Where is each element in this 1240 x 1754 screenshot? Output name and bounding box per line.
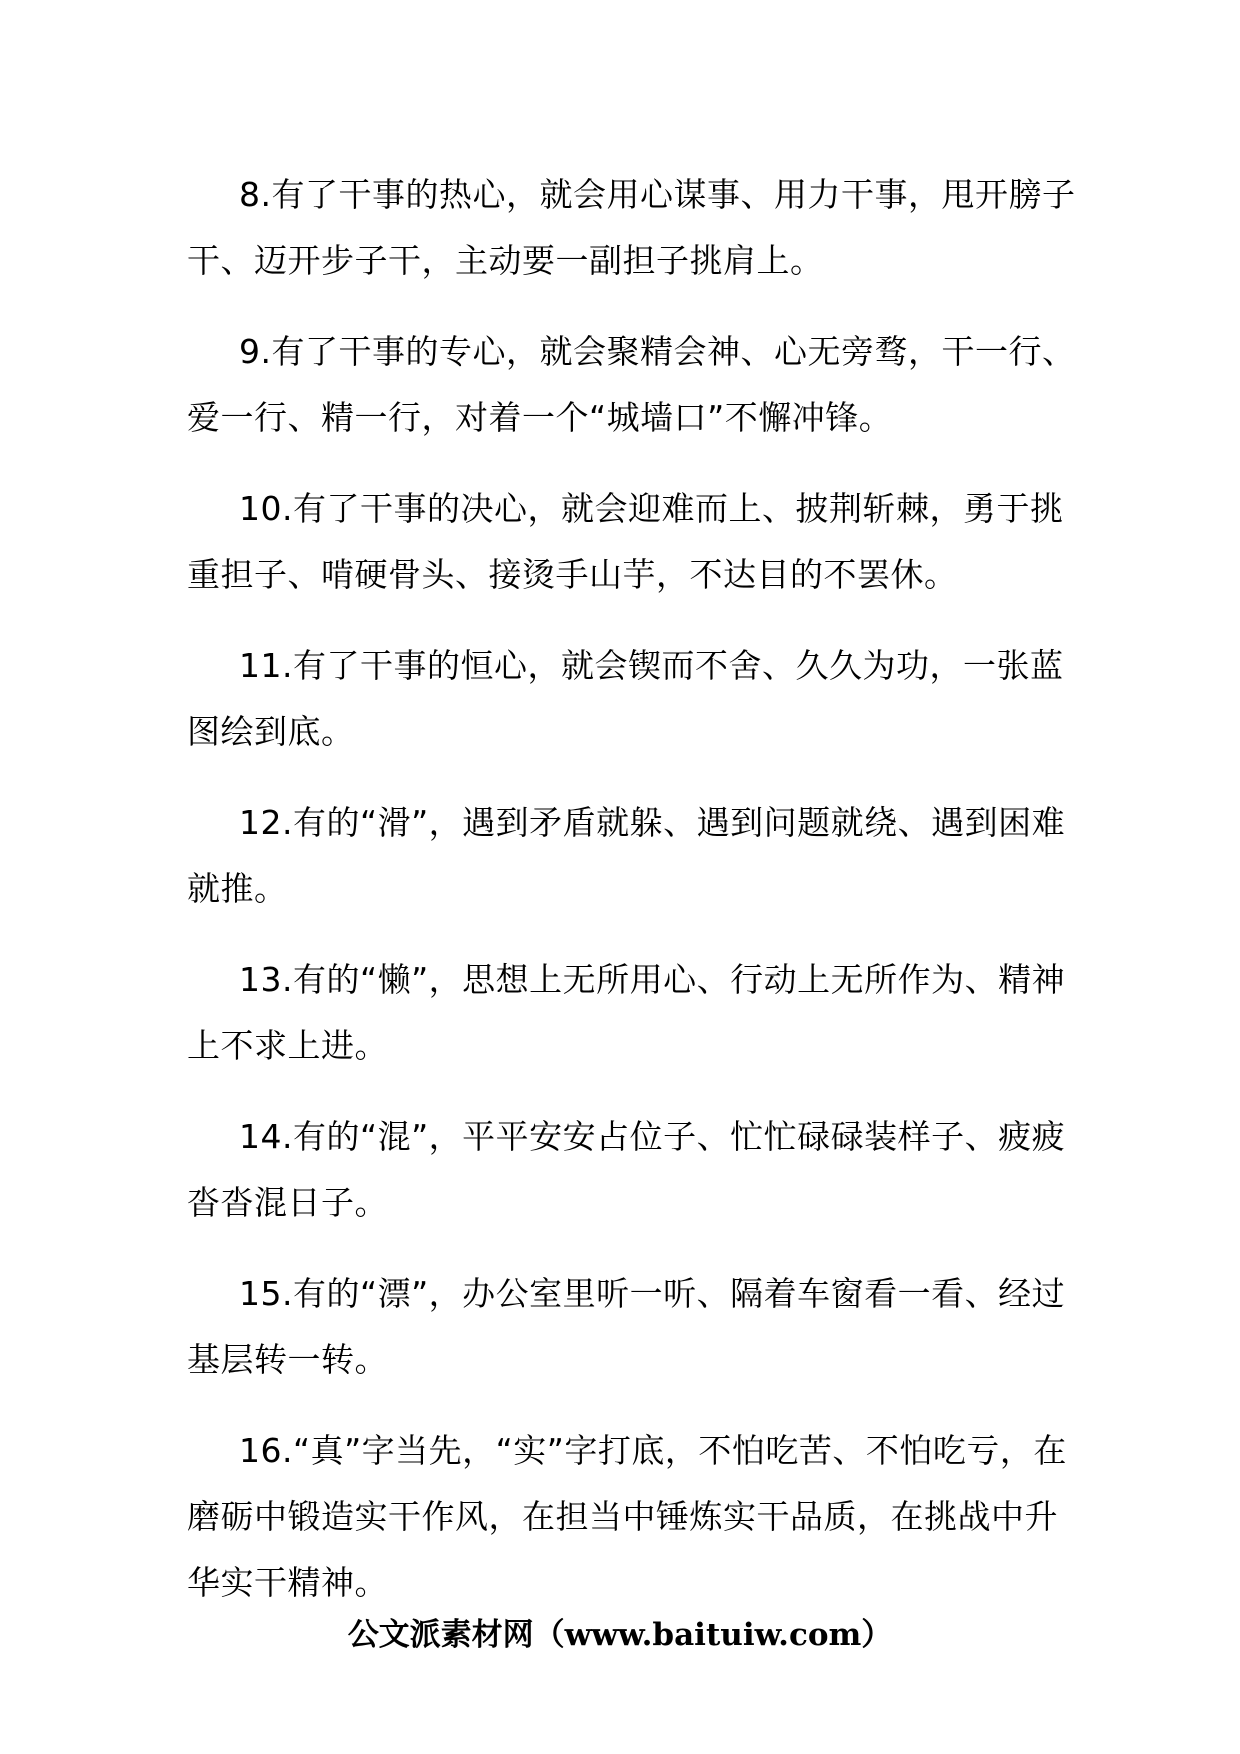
paragraph: 13.有的“懒”，思想上无所用心、行动上无所作为、精神上不求上进。 bbox=[187, 960, 1066, 1065]
paragraph: 9.有了干事的专心，就会聚精会神、心无旁骛，干一行、爱一行、精一行，对着一个“城墙口”不懈冲锋。 bbox=[187, 332, 1076, 437]
paragraph: 12.有的“滑”，遇到矛盾就躲、遇到问题就绕、遇到困难就推。 bbox=[187, 803, 1066, 908]
paragraph: 10.有了干事的决心，就会迎难而上、披荆斩棘，勇于挑重担子、啃硬骨头、接烫手山芋，不达目的不罢休。 bbox=[187, 489, 1064, 594]
footer-source-text: 公文派素材网（www.baituiw.com） bbox=[347, 1617, 893, 1653]
paragraph: 11.有了干事的恒心，就会锲而不舍、久久为功，一张蓝图绘到底。 bbox=[187, 646, 1064, 751]
paragraph: 16.“真”字当先，“实”字打底，不怕吃苦、不怕吃亏，在磨砺中锻造实干作风，在担当中锤炼实干品质，在挑战中升华实干精神。 bbox=[187, 1431, 1067, 1602]
paragraph: 15.有的“漂”，办公室里听一听、隔着车窗看一看、经过基层转一转。 bbox=[187, 1274, 1066, 1379]
paragraph: 8.有了干事的热心，就会用心谋事、用力干事，甩开膀子干、迈开步子干，主动要一副担子挑肩上。 bbox=[187, 175, 1076, 280]
document-body bbox=[187, 162, 1077, 1641]
paragraph: 14.有的“混”，平平安安占位子、忙忙碌碌装样子、疲疲沓沓混日子。 bbox=[187, 1117, 1066, 1222]
